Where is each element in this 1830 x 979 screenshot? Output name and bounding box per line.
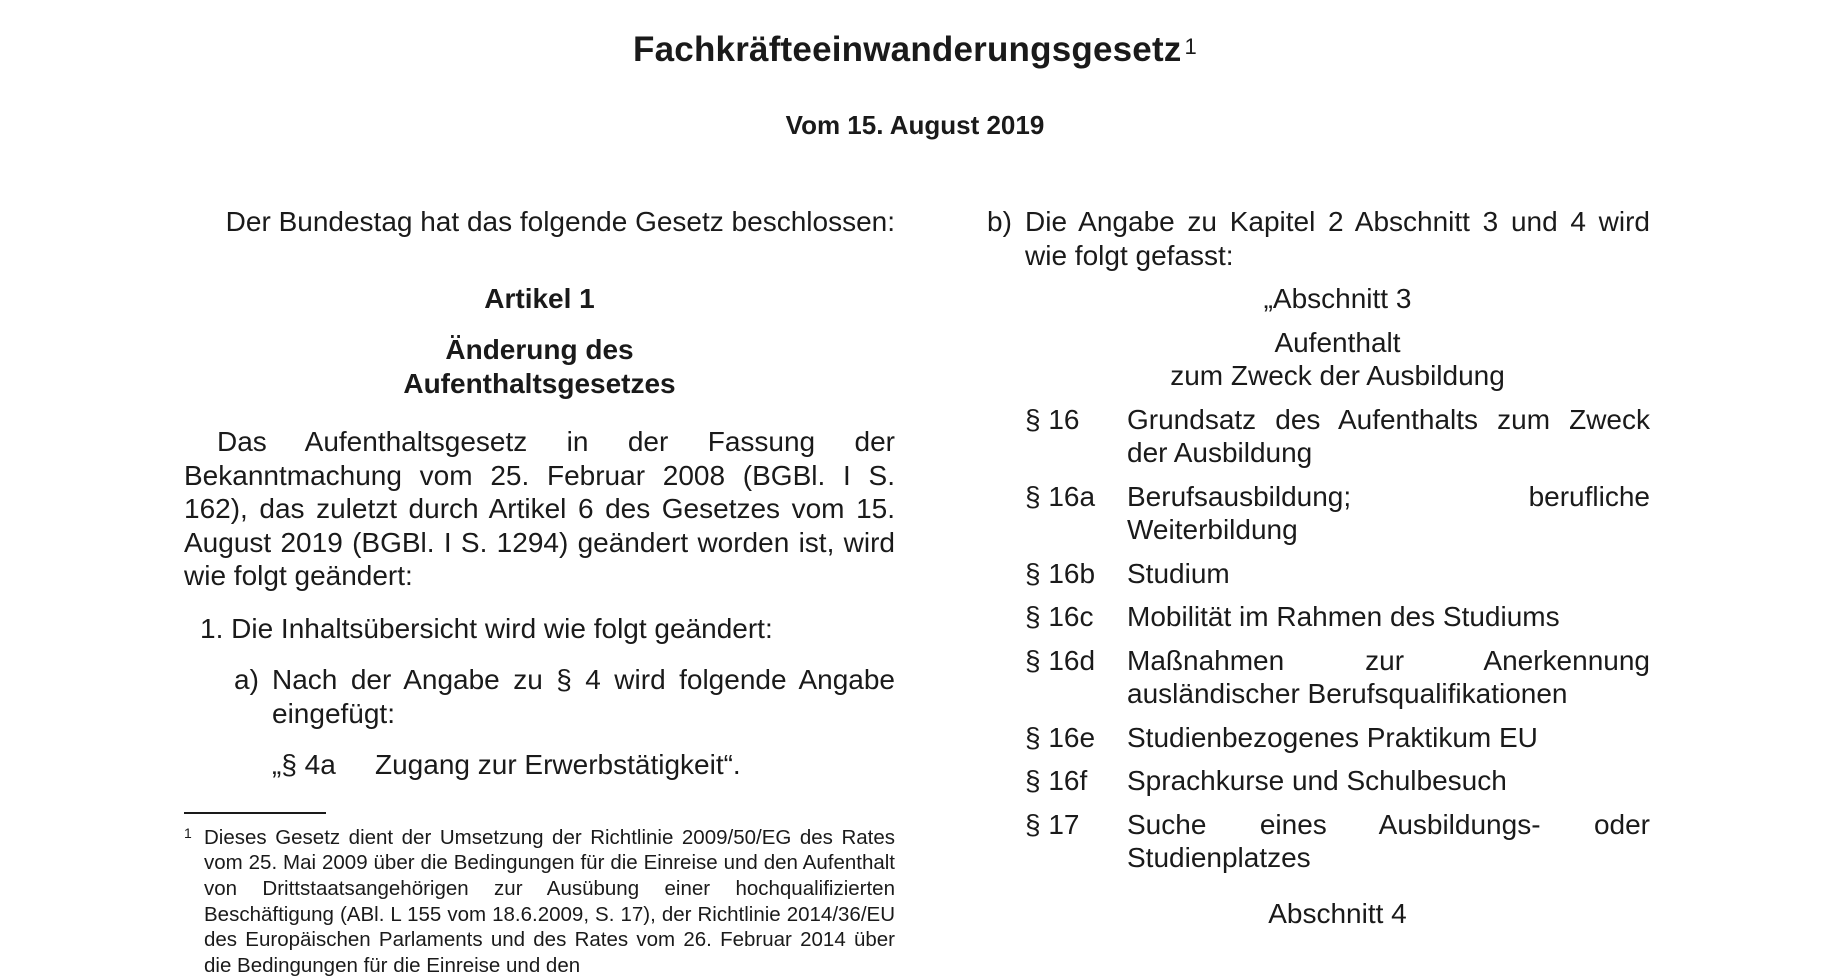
paragraph-heading: Mobilität im Rahmen des Studiums xyxy=(1127,601,1560,632)
section-3-heading: „Abschnitt 3 xyxy=(1263,283,1412,314)
paragraph-entry xyxy=(1025,403,1650,470)
paragraph-entry xyxy=(1025,644,1650,711)
section-3-title-line-1: Aufenthalt xyxy=(1274,326,1401,358)
paragraph-entry xyxy=(1025,557,1650,591)
paragraph-number: § 16f xyxy=(1025,765,1088,796)
footnote-mark: 1 xyxy=(184,824,192,841)
inserted-entry-paragraph: „§ 4a xyxy=(272,749,336,780)
section-4-heading: Abschnitt 4 xyxy=(1268,897,1407,929)
amendment-item-1: 1. Die Inhaltsübersicht wird wie folgt geändert: xyxy=(200,612,773,644)
item-b-label: b) xyxy=(987,206,1012,237)
paragraph-heading: Grundsatz des Aufenthalts zum Zweck der Ausbildung xyxy=(1127,403,1650,468)
paragraph-number: § 16e xyxy=(1025,721,1096,753)
footnote-text: Dieses Gesetz dient der Umsetzung der Richtlinie 2009/50/EG des Rates vom 25. Mai 2009 über die Bedingungen für die Einreise und den Aufenthalt von Drittstaatsangehörigen zur Ausübung einer hochqualifizierten Beschäftigung (ABl. L 155 vom 18.6.2009, S. 17), der Richtlinie 2014/36/EU des Europäischen Parlaments und des Rates vom 26. Februar 2014 über die Bedingungen für die Einreise und den xyxy=(204,825,895,978)
article-title-line-2: Aufenthaltsgesetzes xyxy=(403,367,676,399)
amendment-item-a xyxy=(184,663,895,730)
law-title-text: Fachkräfteeinwanderungsgesetz xyxy=(633,30,1182,69)
paragraph-heading: Studienbezogenes Praktikum EU xyxy=(1127,721,1538,753)
paragraph-list xyxy=(987,403,1650,875)
title-footnote-mark[interactable]: 1 xyxy=(1184,34,1197,59)
paragraph-number: § 17 xyxy=(1025,808,1080,840)
right-column xyxy=(987,205,1650,930)
paragraph-entry xyxy=(1025,480,1650,547)
paragraph-number: § 16b xyxy=(1025,557,1096,589)
enactment-formula: Der Bundestag hat das folgende Gesetz beschlossen: xyxy=(225,206,895,237)
item-b-text: Die Angabe zu Kapitel 2 Abschnitt 3 und 4 wird wie folgt gefasst: xyxy=(1025,206,1650,271)
law-date: Vom 15. August 2019 xyxy=(785,110,1045,140)
paragraph-heading: Sprachkurse und Schulbesuch xyxy=(1127,765,1507,796)
paragraph-number: § 16c xyxy=(1025,601,1094,632)
amendment-item-b xyxy=(987,205,1650,272)
paragraph-heading: Berufsausbildung; berufliche Weiterbildung xyxy=(1127,480,1650,545)
paragraph-heading: Suche eines Ausbildungs- oder Studienplatzes xyxy=(1127,808,1650,873)
paragraph-entry xyxy=(1025,808,1650,875)
left-column xyxy=(184,205,895,979)
inserted-entry xyxy=(184,748,895,782)
paragraph-number: § 16 xyxy=(1025,403,1080,435)
paragraph-number: § 16a xyxy=(1025,480,1096,512)
paragraph-heading: Maßnahmen zur Anerkennung ausländischer Berufsqualifikationen xyxy=(1127,644,1650,709)
law-title xyxy=(0,30,1830,70)
item-a-label: a) xyxy=(234,664,259,695)
paragraph-entry xyxy=(1025,600,1650,634)
article-title xyxy=(184,333,895,400)
intro-paragraph: Das Aufenthaltsgesetz in der Fassung der Bekanntmachung vom 25. Februar 2008 (BGBl. I S. 162), das zuletzt durch Artikel 6 des Gesetzes vom 15. August 2019 (BGBl. I S. 1294) geändert worden ist, wird wie folgt geändert: xyxy=(184,426,895,591)
paragraph-number: § 16d xyxy=(1025,644,1096,676)
paragraph-heading: Studium xyxy=(1127,557,1230,589)
article-heading: Artikel 1 xyxy=(484,282,595,314)
footnote-divider xyxy=(184,812,326,814)
inserted-entry-text: Zugang zur Erwerbstätigkeit“. xyxy=(375,749,741,780)
item-a-text: Nach der Angabe zu § 4 wird folgende Angabe eingefügt: xyxy=(272,664,895,729)
footnote xyxy=(184,825,895,979)
section-3-title-line-2: zum Zweck der Ausbildung xyxy=(1170,360,1505,391)
article-title-line-1: Änderung des xyxy=(445,334,634,365)
section-3-heading-block xyxy=(987,282,1650,393)
paragraph-entry xyxy=(1025,764,1650,798)
paragraph-entry xyxy=(1025,721,1650,755)
